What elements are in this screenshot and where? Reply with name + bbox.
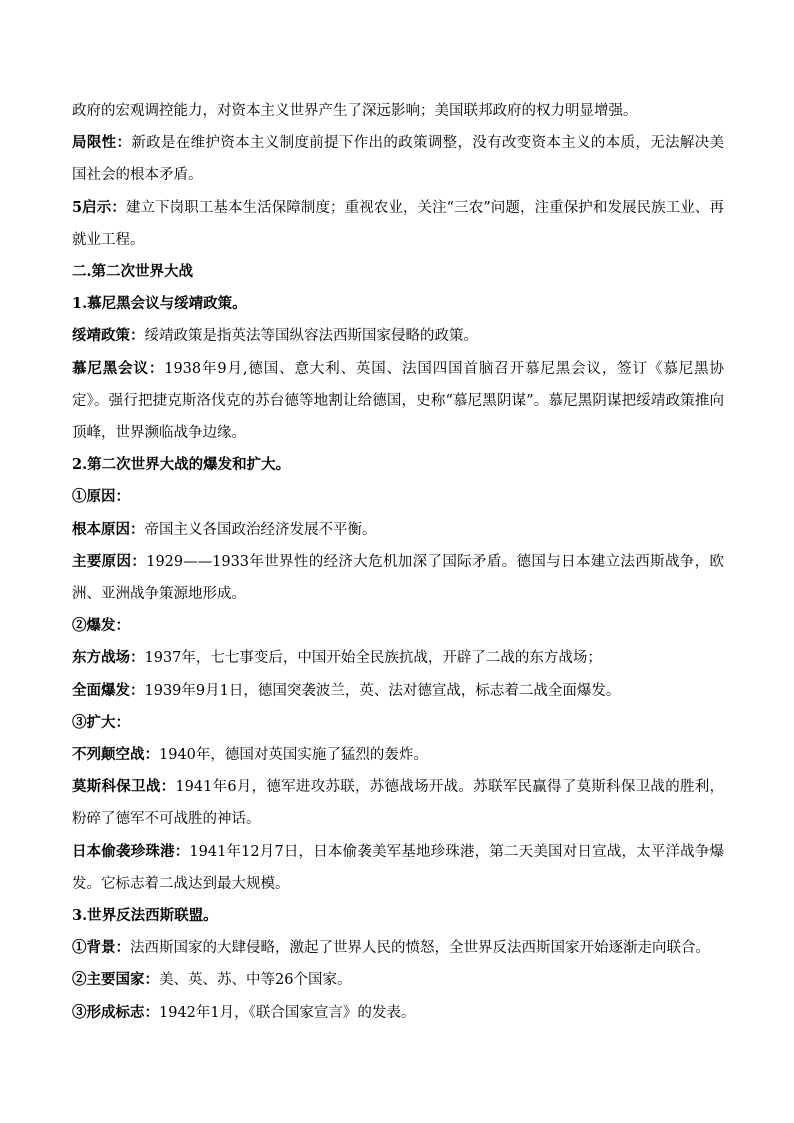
- term-label: 主要原因：: [72, 552, 147, 570]
- section-heading: 二.第二次世界大战: [72, 263, 194, 281]
- list-heading-expansion: [72, 707, 724, 739]
- paragraph-text: 新政是在维护资本主义制度前提下作出的政策调整，没有改变资本主义的本质，无法解决美国社会的根本矛盾。: [72, 135, 725, 184]
- paragraph-text: 1940年，德国对英国实施了猛烈的轰炸。: [159, 747, 428, 764]
- paragraph-main-countries: [72, 964, 724, 996]
- term-label: ②主要国家：: [72, 971, 159, 989]
- subsection-heading: 2.第二次世界大战的爆发和扩大。: [72, 456, 291, 474]
- term-label: ③形成标志：: [72, 1003, 159, 1021]
- paragraph-main-cause: [72, 546, 724, 610]
- paragraph-munich-conference: [72, 353, 724, 450]
- term-label: 绥靖政策：: [72, 327, 145, 345]
- list-heading: ①原因：: [72, 488, 130, 506]
- paragraph-eastern-front: [72, 642, 724, 674]
- list-heading-outbreak: [72, 610, 724, 642]
- section-heading-ww2: [72, 256, 724, 288]
- paragraph-appeasement: [72, 320, 724, 352]
- term-label: 东方战场：: [72, 649, 145, 667]
- term-label: ①背景：: [72, 939, 130, 957]
- term-label: 局限性：: [72, 134, 132, 152]
- term-label: 全面爆发：: [72, 681, 145, 699]
- paragraph-new-deal-effect: [72, 95, 724, 127]
- document-page: [72, 95, 724, 1029]
- term-label: 5启示：: [72, 198, 126, 216]
- paragraph-text: 美、英、苏、中等26个国家。: [159, 972, 352, 989]
- term-label: 慕尼黑会议：: [72, 359, 165, 377]
- list-heading-causes: [72, 481, 724, 513]
- paragraph-alliance-background: [72, 932, 724, 964]
- list-heading: ③扩大：: [72, 713, 130, 731]
- paragraph-text: 1941年6月，德军进攻苏联，苏德战场开战。苏联军民赢得了莫斯科保卫战的胜利，粉碎了德军不可战胜的神话。: [72, 779, 725, 828]
- subsection-heading: 3.世界反法西斯联盟。: [72, 907, 218, 925]
- paragraph-battle-of-moscow: [72, 771, 724, 835]
- paragraph-text: 绥靖政策是指英法等国纵容法西斯国家侵略的政策。: [144, 328, 478, 345]
- paragraph-text: 建立下岗职工基本生活保障制度；重视农业，关注“三农”问题，注重保护和发展民族工业、再就业工程。: [72, 199, 725, 248]
- paragraph-root-cause: [72, 514, 724, 546]
- list-heading: ②爆发：: [72, 617, 130, 635]
- paragraph-text: 1941年12月7日，日本偷袭美军基地珍珠港，第二天美国对日宣战，太平洋战争爆发。它标志着二战达到最大规模。: [72, 843, 725, 892]
- paragraph-text: 1942年1月，《联合国家宣言》的发表。: [159, 1004, 416, 1021]
- subsection-heading-munich: [72, 288, 724, 320]
- paragraph-battle-of-britain: [72, 739, 724, 771]
- paragraph-text: 1937年，七七事变后，中国开始全民族抗战，开辟了二战的东方战场；: [144, 650, 602, 667]
- subsection-heading-alliance: [72, 900, 724, 932]
- paragraph-full-outbreak: [72, 675, 724, 707]
- paragraph-text: 1938年9月,德国、意大利、英国、法国四国首脑召开慕尼黑会议，签订《慕尼黑协定》。强行把捷克斯洛伐克的苏台德等地割让给德国，史称“慕尼黑阴谋”。慕尼黑阴谋把绥靖政策推向顶峰，世界濒临战争边缘。: [72, 360, 724, 442]
- subsection-heading-outbreak: [72, 449, 724, 481]
- paragraph-text: 帝国主义各国政治经济发展不平衡。: [144, 521, 377, 538]
- term-label: 根本原因：: [72, 520, 145, 538]
- term-label: 莫斯科保卫战：: [72, 778, 176, 796]
- paragraph-text: 法西斯国家的大肆侵略，激起了世界人民的愤怒，全世界反法西斯国家开始逐渐走向联合。: [130, 940, 710, 957]
- term-label: 日本偷袭珍珠港：: [72, 842, 190, 860]
- paragraph-inspiration: [72, 192, 724, 256]
- paragraph-pearl-harbor: [72, 836, 724, 900]
- paragraph-formation-mark: [72, 997, 724, 1029]
- paragraph-text: 1929——1933年世界性的经济大危机加深了国际矛盾。德国与日本建立法西斯战争，欧洲、亚洲战争策源地形成。: [72, 553, 724, 603]
- paragraph-text: 1939年9月1日，德国突袭波兰，英、法对德宣战，标志着二战全面爆发。: [144, 682, 621, 699]
- term-label: 不列颠空战：: [72, 746, 159, 764]
- paragraph-text: 政府的宏观调控能力，对资本主义世界产生了深远影响；美国联邦政府的权力明显增强。: [72, 103, 638, 119]
- subsection-heading: 1.慕尼黑会议与绥靖政策。: [72, 295, 247, 313]
- paragraph-limitation: [72, 127, 724, 191]
